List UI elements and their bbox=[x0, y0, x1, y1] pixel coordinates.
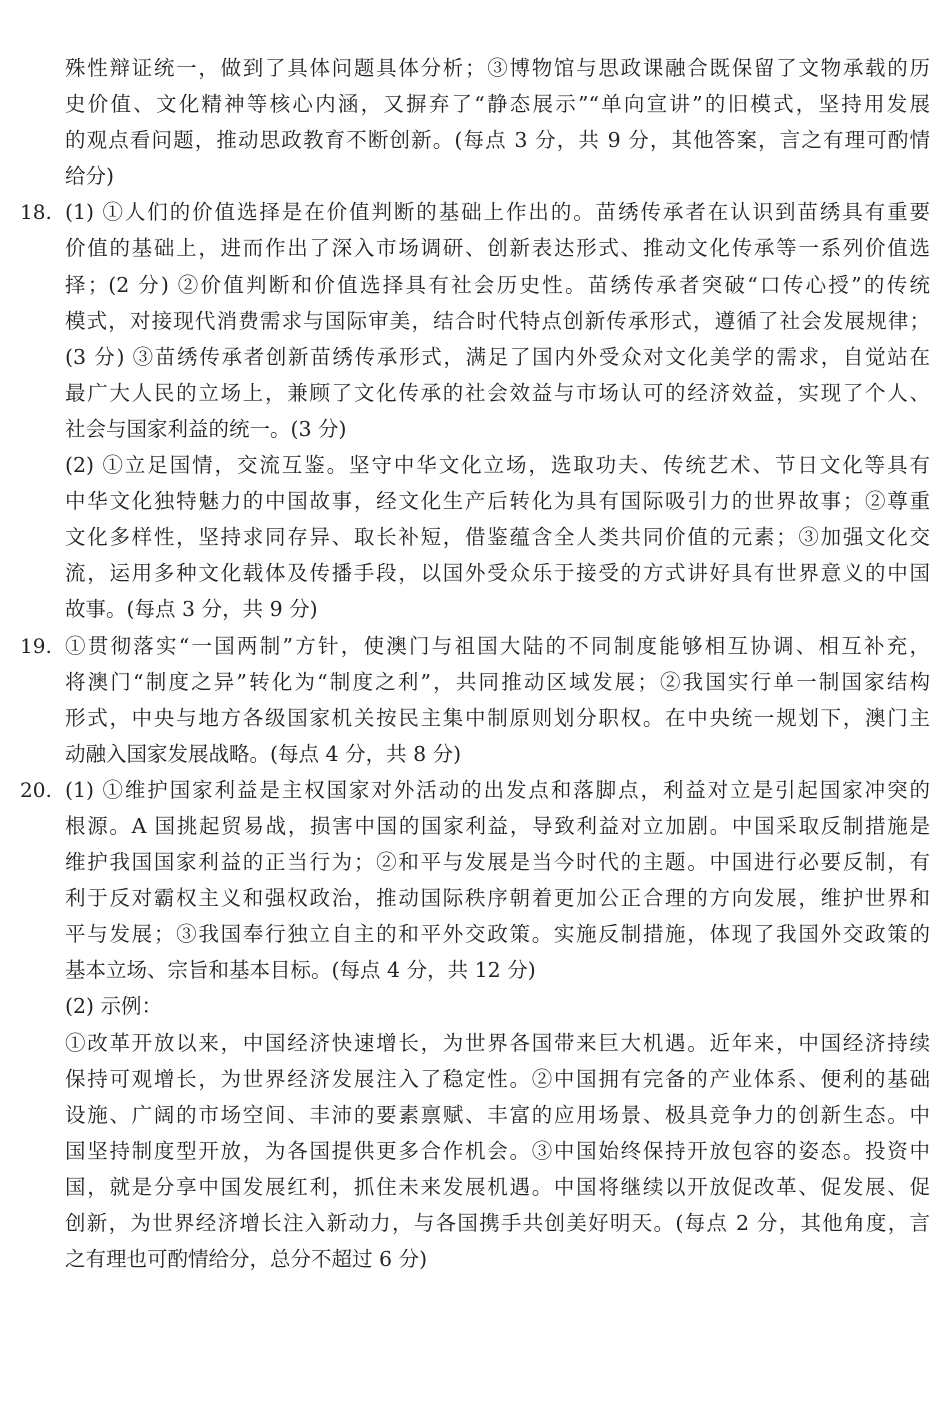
question-number: 19. bbox=[20, 633, 52, 658]
text-line: 保持可观增长，为世界经济发展注入了稳定性。②中国拥有完备的产业体系、便利的基础 bbox=[65, 1066, 930, 1091]
question-number: 18. bbox=[20, 200, 52, 225]
question-18-answer bbox=[0, 194, 950, 447]
text-line: 动融入国家发展战略。(每点 4 分，共 8 分) bbox=[65, 741, 462, 766]
text-line: 将澳门“制度之异”转化为“制度之利”，共同推动区域发展；②我国实行单一制国家结构 bbox=[65, 669, 930, 694]
answer-paragraph bbox=[0, 988, 950, 1024]
text-line: 创新，为世界经济增长注入新动力，与各国携手共创美好明天。(每点 2 分，其他角度，言 bbox=[65, 1211, 930, 1235]
text-line: ①贯彻落实“一国两制”方针，使澳门与祖国大陆的不同制度能够相互协调、相互补充， bbox=[65, 633, 930, 658]
text-line: 最广大人民的立场上，兼顾了文化传承的社会效益与市场认可的经济效益，实现了个人、 bbox=[65, 380, 930, 405]
text-line: 择；(2 分) ②价值判断和价值选择具有社会历史性。苗绣传承者突破“口传心授”的传统 bbox=[65, 272, 930, 297]
text-line: (2) 示例： bbox=[65, 994, 163, 1019]
text-line: 平与发展；③我国奉行独立自主的和平外交政策。实施反制措施，体现了我国外交政策的 bbox=[65, 922, 930, 947]
text-line: 给分) bbox=[65, 164, 114, 189]
text-line: 殊性辩证统一，做到了具体问题具体分析；③博物馆与思政课融合既保留了文物承载的历 bbox=[65, 56, 930, 80]
text-line: 文化多样性，坚持求同存异、取长补短，借鉴蕴含全人类共同价值的元素；③加强文化交 bbox=[65, 525, 930, 550]
text-line: 流，运用多种文化载体及传播手段，以国外受众乐于接受的方式讲好具有世界意义的中国 bbox=[65, 561, 930, 586]
text-line: ①改革开放以来，中国经济快速增长，为世界各国带来巨大机遇。近年来，中国经济持续 bbox=[65, 1030, 930, 1055]
text-line: 史价值、文化精神等核心内涵，又摒弃了“静态展示”“单向宣讲”的旧模式，坚持用发展 bbox=[65, 92, 930, 117]
text-line: 故事。(每点 3 分，共 9 分) bbox=[65, 597, 318, 622]
question-number: 20. bbox=[20, 777, 52, 802]
text-line: 的观点看问题，推动思政教育不断创新。(每点 3 分，共 9 分，其他答案，言之有理可酌情 bbox=[65, 128, 930, 153]
text-line: (1) ①维护国家利益是主权国家对外活动的出发点和落脚点，利益对立是引起国家冲突的 bbox=[65, 777, 930, 802]
text-line: 模式，对接现代消费需求与国际审美，结合时代特点创新传承形式，遵循了社会发展规律； bbox=[65, 308, 930, 333]
text-line: 社会与国家利益的统一。(3 分) bbox=[65, 416, 347, 441]
answer-document bbox=[0, 50, 950, 1277]
text-line: 中华文化独特魅力的中国故事，经文化生产后转化为具有国际吸引力的世界故事；②尊重 bbox=[65, 489, 930, 514]
answer-paragraph bbox=[0, 50, 950, 194]
question-20-answer bbox=[0, 772, 950, 989]
text-line: 形式，中央与地方各级国家机关按民主集中制原则划分职权。在中央统一规划下，澳门主 bbox=[65, 705, 930, 730]
text-line: (2) ①立足国情，交流互鉴。坚守中华文化立场，选取功夫、传统艺术、节日文化等具有 bbox=[65, 453, 930, 478]
text-line: 之有理也可酌情给分，总分不超过 6 分) bbox=[65, 1247, 428, 1272]
answer-paragraph bbox=[0, 447, 950, 627]
text-line: (1) ①人们的价值选择是在价值判断的基础上作出的。苗绣传承者在认识到苗绣具有重要 bbox=[65, 200, 930, 225]
text-line: (3 分) ③苗绣传承者创新苗绣传承形式，满足了国内外受众对文化美学的需求，自觉站在 bbox=[65, 344, 930, 369]
text-line: 设施、广阔的市场空间、丰沛的要素禀赋、丰富的应用场景、极具竞争力的创新生态。中 bbox=[65, 1102, 930, 1127]
text-line: 价值的基础上，进而作出了深入市场调研、创新表达形式、推动文化传承等一系列价值选 bbox=[65, 236, 930, 261]
text-line: 国，就是分享中国发展红利，抓住未来发展机遇。中国将继续以开放促改革、促发展、促 bbox=[65, 1174, 930, 1199]
text-line: 维护我国国家利益的正当行为；②和平与发展是当今时代的主题。中国进行必要反制，有 bbox=[65, 850, 930, 875]
answer-paragraph bbox=[0, 1025, 950, 1278]
question-19-answer bbox=[0, 628, 950, 772]
text-line: 根源。A 国挑起贸易战，损害中国的国家利益，导致利益对立加剧。中国采取反制措施是 bbox=[65, 813, 930, 838]
text-line: 基本立场、宗旨和基本目标。(每点 4 分，共 12 分) bbox=[65, 958, 536, 983]
text-line: 国坚持制度型开放，为各国提供更多合作机会。③中国始终保持开放包容的姿态。投资中 bbox=[65, 1138, 930, 1163]
text-line: 利于反对霸权主义和强权政治，推动国际秩序朝着更加公正合理的方向发展，维护世界和 bbox=[65, 886, 930, 911]
